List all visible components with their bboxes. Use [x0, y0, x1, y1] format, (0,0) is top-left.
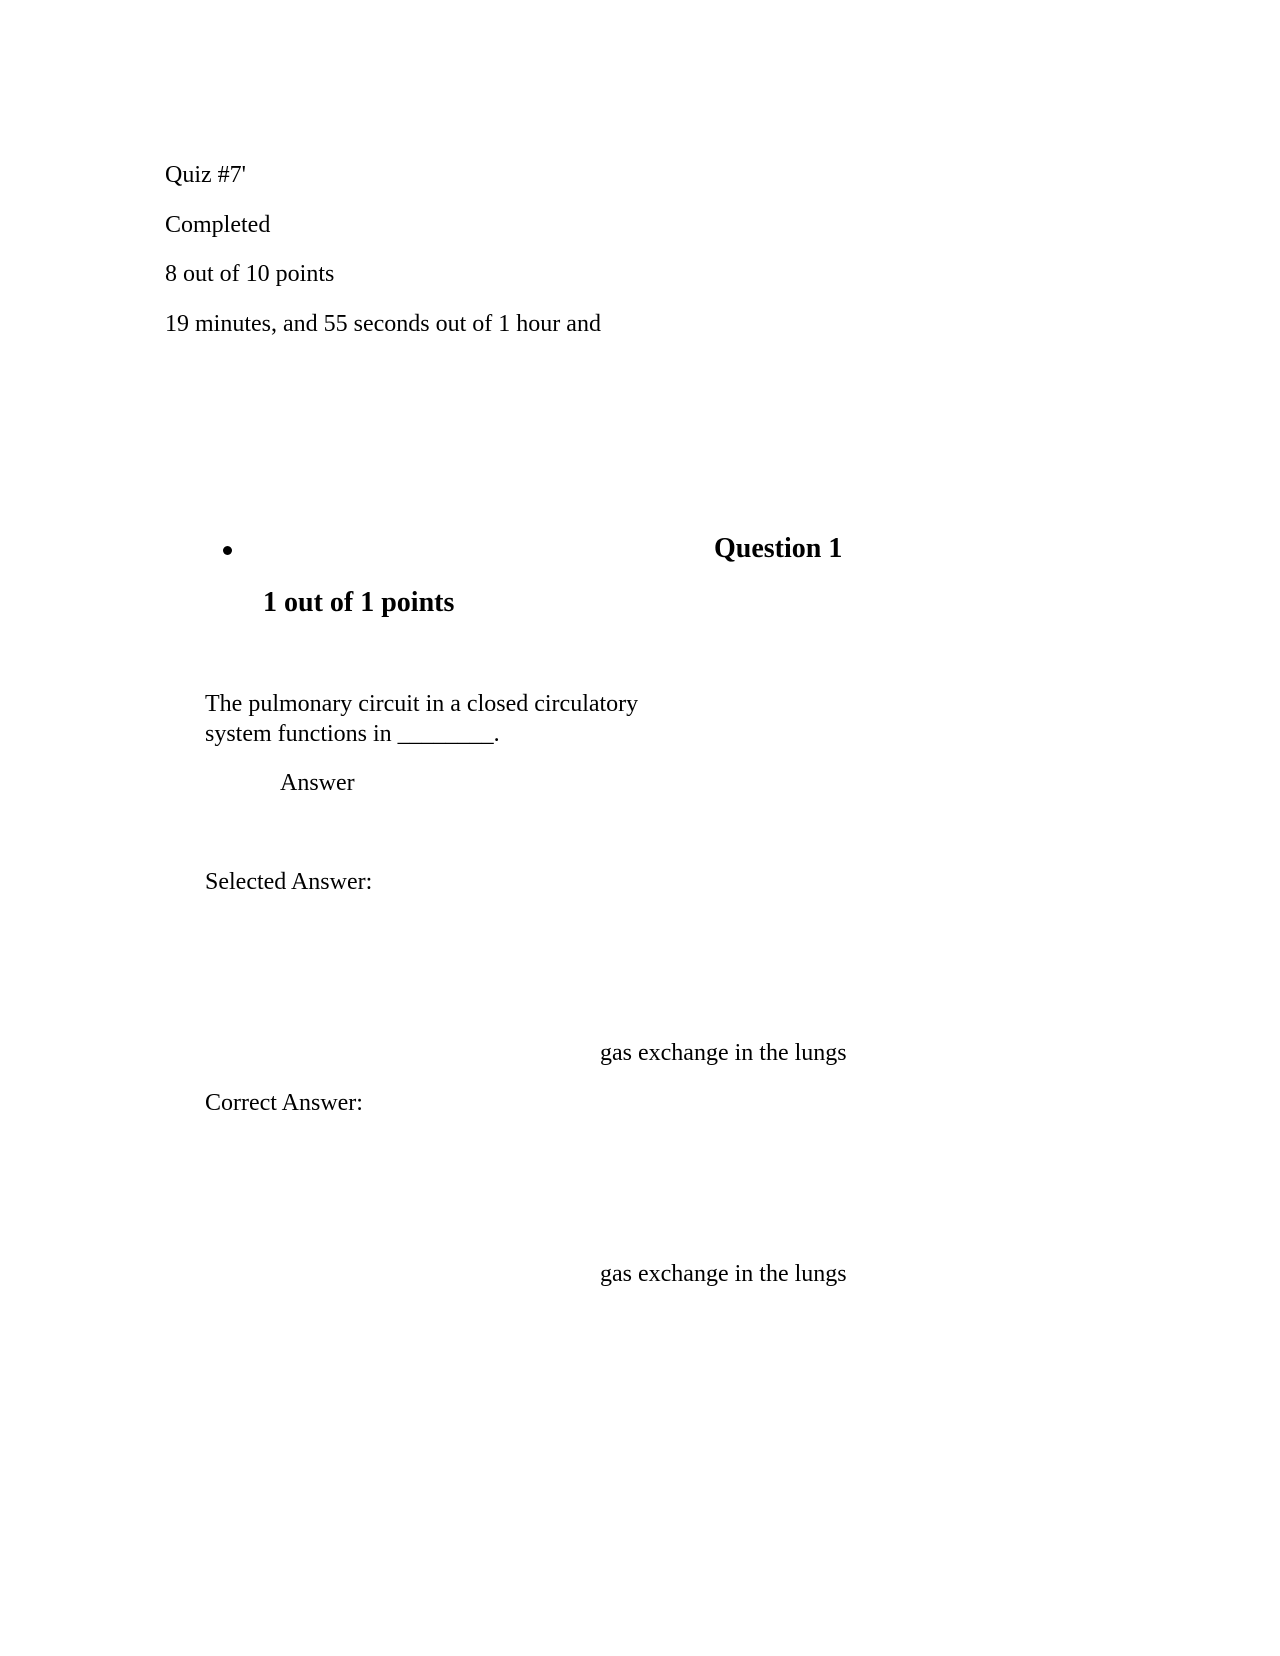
selected-answer-label: Selected Answer:: [205, 869, 373, 895]
question-prompt: The pulmonary circuit in a closed circulatory system functions in ________.: [205, 691, 639, 747]
correct-answer-value: gas exchange in the lungs: [600, 1261, 847, 1287]
question-title: Question 1: [714, 533, 843, 564]
selected-answer-value: gas exchange in the lungs: [600, 1040, 847, 1066]
answer-heading: Answer: [280, 770, 355, 796]
list-bullet-icon: [223, 546, 232, 555]
time-elapsed: 19 minutes, and 55 seconds out of 1 hour and: [165, 311, 601, 337]
attempt-status: Completed: [165, 212, 271, 238]
attempt-score: 8 out of 10 points: [165, 261, 335, 287]
quiz-title: Quiz #7': [165, 162, 246, 188]
question-points: 1 out of 1 points: [263, 587, 455, 618]
correct-answer-label: Correct Answer:: [205, 1090, 363, 1116]
